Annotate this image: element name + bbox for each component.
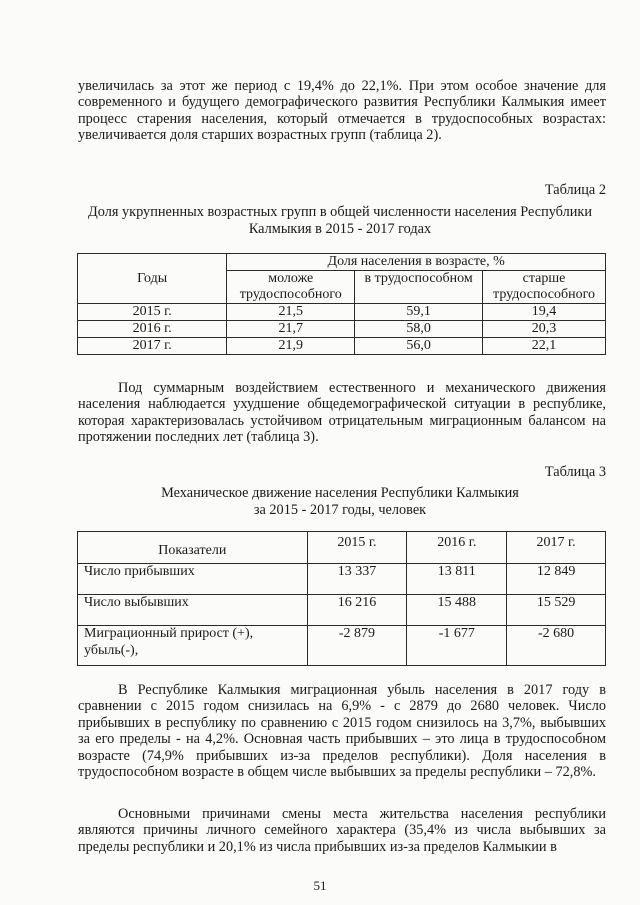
table2-cell: 21,7 bbox=[227, 321, 355, 338]
table3-header-indicator: Показатели bbox=[78, 532, 308, 564]
table2-year: 2015 г. bbox=[78, 304, 227, 321]
table3-row-label: Число прибывших bbox=[78, 564, 308, 595]
table2-cell: 21,9 bbox=[227, 338, 355, 355]
table3-cell: 15 488 bbox=[407, 595, 507, 626]
table2-label: Таблица 2 bbox=[544, 182, 606, 198]
table3-cell: -1 677 bbox=[407, 626, 507, 666]
table2-subheader: старше трудоспособного bbox=[483, 271, 606, 304]
table2-subheader: в трудоспособном bbox=[355, 271, 483, 304]
table2-cell: 21,5 bbox=[227, 304, 355, 321]
table2-header-group: Доля населения в возрасте, % bbox=[227, 254, 606, 271]
page-number: 51 bbox=[313, 878, 327, 893]
table3-header-year: 2017 г. bbox=[507, 532, 606, 564]
table3-cell: -2 879 bbox=[307, 626, 407, 666]
table3-row-label: Миграционный прирост (+), убыль(-), bbox=[78, 626, 308, 666]
table3-header-year: 2015 г. bbox=[307, 532, 407, 564]
table2-cell: 20,3 bbox=[483, 321, 606, 338]
table-row bbox=[78, 564, 606, 595]
table2-cell: 59,1 bbox=[355, 304, 483, 321]
table3-cell: 12 849 bbox=[507, 564, 606, 595]
table2-year: 2017 г. bbox=[78, 338, 227, 355]
table3 bbox=[77, 531, 606, 666]
table-row bbox=[78, 338, 606, 355]
table3-cell: 15 529 bbox=[507, 595, 606, 626]
paragraph-4: Основными причинами смены места жительства населения республики являются причины личного семейного характера (35,4% из числа выбывших за пределы республики и 20,1% из числа прибывших из-за пределов Калмыкии в bbox=[78, 806, 606, 855]
table-row bbox=[78, 304, 606, 321]
table-row bbox=[78, 321, 606, 338]
table2-subheader: моложе трудоспособного bbox=[227, 271, 355, 304]
paragraph-3: В Республике Калмыкия миграционная убыль населения в 2017 году в сравнении с 2015 годом снизилась на 6,9% - с 2879 до 2680 человек. Число прибывших в республику по сравнению с 2015 годом снизилось на 3,7%, выбывших за его пределы - на 4,2%. Основная часть прибывших – это лица в трудоспособном возрасте (74,9% прибывших из-за пределов республики). Доля населения в трудоспособном возрасте в общем числе выбывших за пределы республики – 72,8%. bbox=[78, 682, 606, 781]
table3-cell: 13 811 bbox=[407, 564, 507, 595]
table3-title-line1: Механическое движение населения Республики Калмыкия bbox=[161, 485, 519, 501]
table2-title: Доля укрупненных возрастных групп в общей численности населения Республики Калмыкия в 2015 - 2017 годах bbox=[88, 204, 592, 237]
table3-label: Таблица 3 bbox=[544, 464, 606, 480]
middle-paragraph: Под суммарным воздействием естественного и механического движения населения наблюдается ухудшение общедемографической ситуации в республике, которая характеризовалась устойчивом отрицательным миграционным балансом на протяжении последних лет (таблица 3). bbox=[78, 380, 606, 446]
table2-year: 2016 г. bbox=[78, 321, 227, 338]
intro-paragraph: увеличилась за этот же период с 19,4% до 22,1%. При этом особое значение для современного и будущего демографического развития Республики Калмыкия имеет процесс старения населения, который отмечается в трудоспособных возрастах: увеличивается доля старших возрастных групп (таблица 2). bbox=[78, 78, 606, 144]
table2-cell: 58,0 bbox=[355, 321, 483, 338]
table3-header-year: 2016 г. bbox=[407, 532, 507, 564]
table2-cell: 19,4 bbox=[483, 304, 606, 321]
table3-row-label: Число выбывших bbox=[78, 595, 308, 626]
table2-header-years: Годы bbox=[78, 254, 227, 304]
table-row bbox=[78, 595, 606, 626]
table3-cell: 16 216 bbox=[307, 595, 407, 626]
table2-cell: 22,1 bbox=[483, 338, 606, 355]
table-row bbox=[78, 626, 606, 666]
table3-title-line2: за 2015 - 2017 годы, человек bbox=[253, 502, 427, 518]
table3-cell: -2 680 bbox=[507, 626, 606, 666]
table2-cell: 56,0 bbox=[355, 338, 483, 355]
table2 bbox=[77, 253, 606, 355]
table3-cell: 13 337 bbox=[307, 564, 407, 595]
